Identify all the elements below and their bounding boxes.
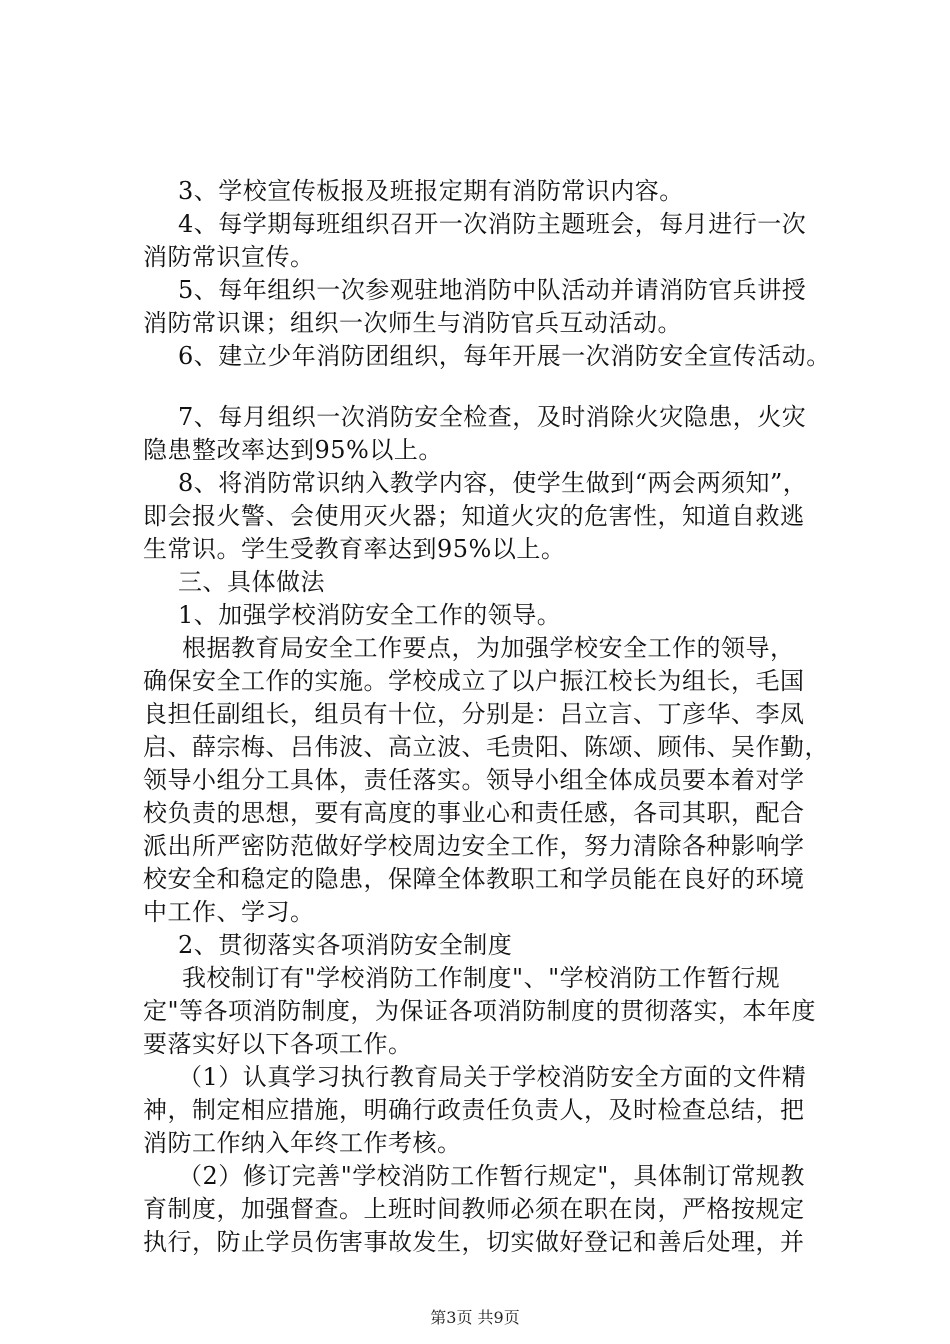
paragraph-line: 消防工作纳入年终工作考核。 xyxy=(143,1129,462,1157)
paragraph-line: 我校制订有"学校消防工作制度"、"学校消防工作暂行规 xyxy=(182,964,781,992)
paragraph-line: 5、每年组织一次参观驻地消防中队活动并请消防官兵讲授 xyxy=(178,276,807,304)
paragraph-line: 隐患整改率达到95%以上。 xyxy=(143,436,443,464)
paragraph-line: 根据教育局安全工作要点，为加强学校安全工作的领导， xyxy=(182,634,795,662)
paragraph-line: 定"等各项消防制度，为保证各项消防制度的贯彻落实，本年度 xyxy=(143,997,817,1025)
paragraph-line: （2）修订完善"学校消防工作暂行规定"，具体制订常规教 xyxy=(178,1162,805,1190)
paragraph-line: 生常识。学生受教育率达到95%以上。 xyxy=(143,535,566,563)
paragraph-line: 8、将消防常识纳入教学内容，使学生做到“两会两须知”， xyxy=(178,469,808,497)
paragraph-line: 领导小组分工具体，责任落实。领导小组全体成员要本着对学 xyxy=(143,766,805,794)
paragraph-line: 中工作、学习。 xyxy=(143,898,315,926)
paragraph-line: 派出所严密防范做好学校周边安全工作，努力清除各种影响学 xyxy=(143,832,805,860)
paragraph-line: 要落实好以下各项工作。 xyxy=(143,1030,413,1058)
paragraph-line: 即会报火警、会使用灭火器；知道火灾的危害性，知道自救逃 xyxy=(143,502,805,530)
paragraph-line: 3、学校宣传板报及班报定期有消防常识内容。 xyxy=(178,177,684,205)
subsection-heading: 1、加强学校消防安全工作的领导。 xyxy=(178,601,562,629)
subsection-heading: 2、贯彻落实各项消防安全制度 xyxy=(178,931,513,959)
paragraph-line: 校负责的思想，要有高度的事业心和责任感，各司其职，配合 xyxy=(143,799,805,827)
paragraph-line: 执行，防止学员伤害事故发生，切实做好登记和善后处理，并 xyxy=(143,1228,805,1256)
paragraph-line: 校安全和稳定的隐患，保障全体教职工和学员能在良好的环境 xyxy=(143,865,805,893)
paragraph-line: 4、每学期每班组织召开一次消防主题班会，每月进行一次 xyxy=(178,210,807,238)
paragraph-line: 7、每月组织一次消防安全检查，及时消除火灾隐患，火灾 xyxy=(178,403,807,431)
paragraph-line: 启、薛宗梅、吕伟波、高立波、毛贵阳、陈颂、顾伟、吴作勤， xyxy=(143,733,829,761)
paragraph-line: 6、建立少年消防团组织，每年开展一次消防安全宣传活动。 xyxy=(178,342,831,370)
paragraph-line: 神，制定相应措施，明确行政责任负责人，及时检查总结，把 xyxy=(143,1096,805,1124)
section-heading: 三、具体做法 xyxy=(178,568,325,596)
paragraph-line: 消防常识课；组织一次师生与消防官兵互动活动。 xyxy=(143,309,682,337)
paragraph-line: 确保安全工作的实施。学校成立了以户振江校长为组长，毛国 xyxy=(143,667,805,695)
page-number-footer: 第3页 共9页 xyxy=(430,1308,520,1327)
paragraph-line: 良担任副组长，组员有十位，分别是：吕立言、丁彦华、李凤 xyxy=(143,700,805,728)
paragraph-line: 消防常识宣传。 xyxy=(143,243,315,271)
paragraph-line: 育制度，加强督查。上班时间教师必须在职在岗，严格按规定 xyxy=(143,1195,805,1223)
paragraph-line: （1）认真学习执行教育局关于学校消防安全方面的文件精 xyxy=(178,1063,807,1091)
